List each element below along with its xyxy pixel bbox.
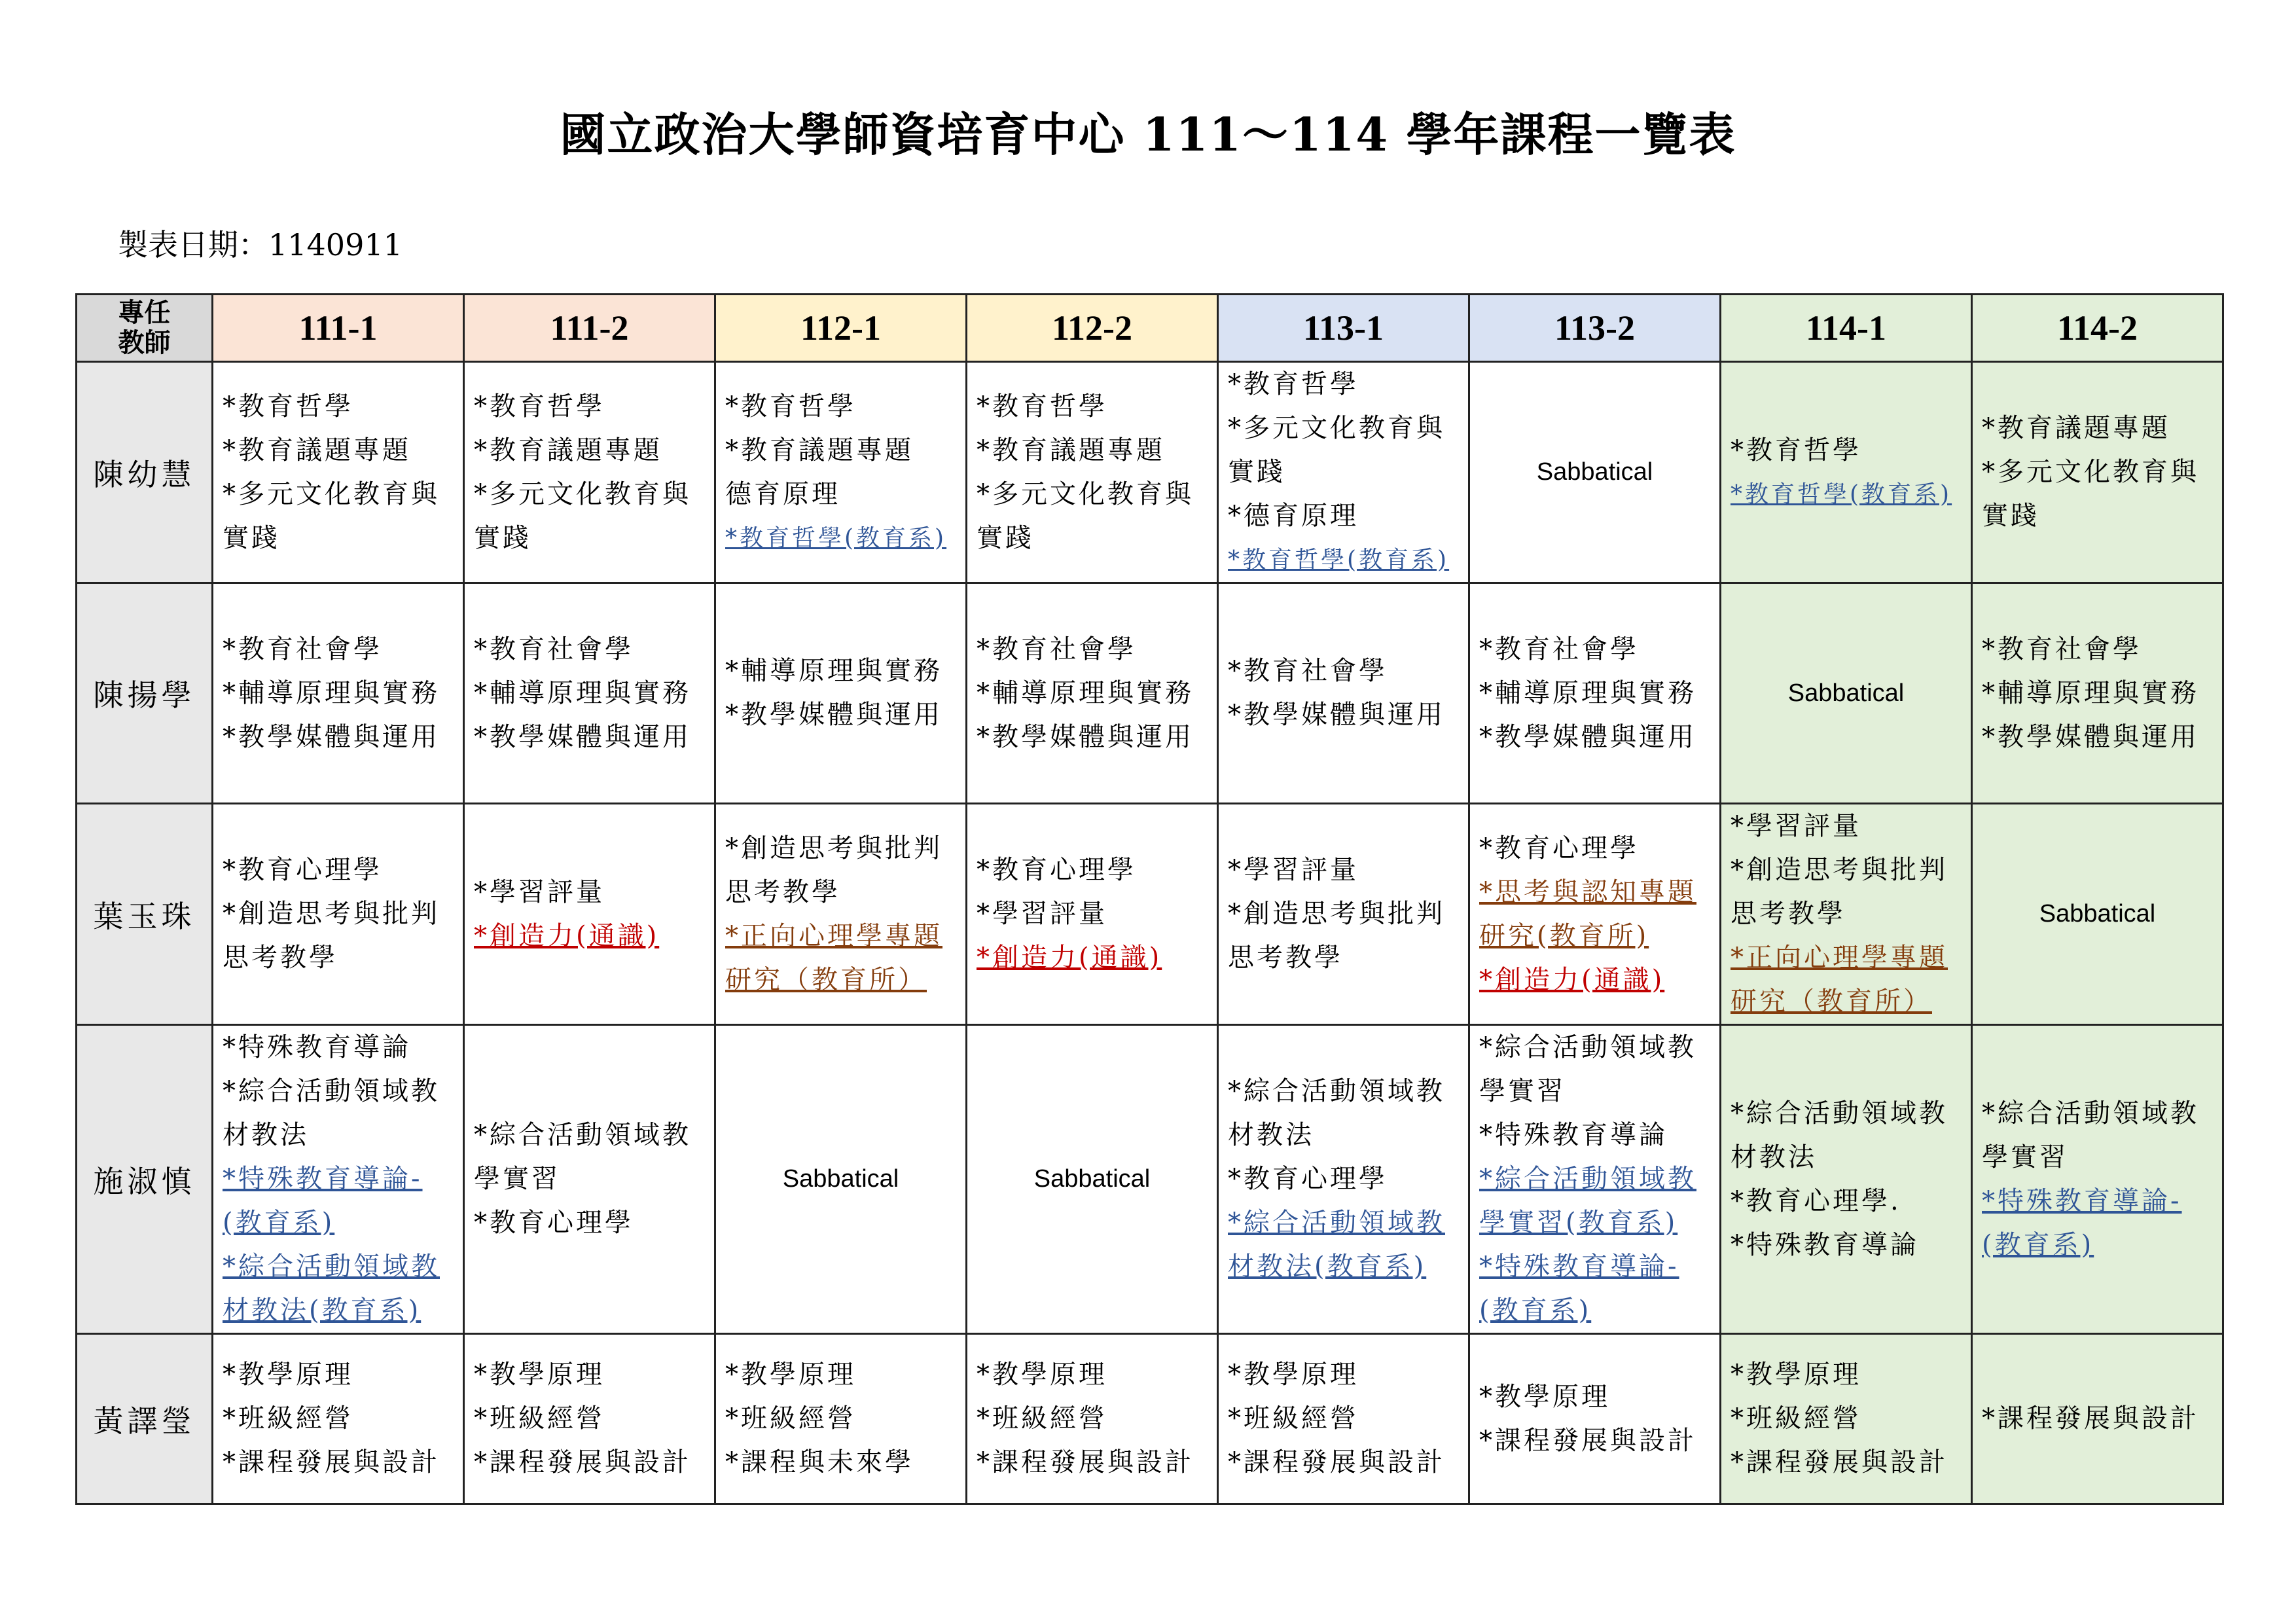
term-header-112-2: 112-2 [967,295,1218,362]
course-cell [464,362,715,583]
course-line: *教學媒體與運用 [977,721,1194,752]
course-line: *特殊教育導論 [223,1032,411,1062]
cross-listed-course-link[interactable]: *創造力(通識) [977,943,1162,973]
course-line: *教學原理 [223,1360,353,1390]
course-line: *教育心理學 [223,855,382,885]
course-line: *班級經營 [725,1403,856,1434]
course-line: *綜合活動領域教 [1982,1098,2199,1128]
course-cell [1972,583,2223,804]
course-cell [715,1025,967,1334]
course-table-body [77,362,2223,1504]
term-header-114-2: 114-2 [1972,295,2223,362]
cross-listed-course-link[interactable]: *特殊教育導論- [1982,1185,2182,1216]
course-line: *教育心理學 [474,1208,634,1238]
course-line: *教學原理 [977,1360,1107,1390]
sabbatical-label: Sabbatical [1033,1165,1151,1193]
course-cell [213,362,464,583]
course-line: 實踐 [474,522,531,553]
course-line: *特殊教育導論 [1479,1120,1668,1150]
course-line: 學實習 [1982,1142,2068,1172]
course-cell [967,583,1218,804]
course-line: *教育社會學 [977,634,1136,664]
course-line: *教學原理 [1731,1360,1861,1390]
sabbatical-label: Sabbatical [782,1165,899,1193]
cross-listed-course-link[interactable]: 研究(教育所) [1479,920,1649,951]
course-line: *教學媒體與運用 [1479,721,1696,752]
cross-listed-course-link[interactable]: *教育哲學(教育系) [725,524,947,552]
course-line: *綜合活動領域教 [1479,1032,1696,1062]
course-line: *綜合活動領域教 [223,1076,440,1106]
cross-listed-course-link[interactable]: 研究（教育所） [1731,986,1932,1017]
course-line: *輔導原理與實務 [1982,677,2199,708]
teacher-name: 陳揚學 [77,583,213,804]
cross-listed-course-link[interactable]: *創造力(通識) [474,920,660,951]
course-line: *綜合活動領域教 [1228,1076,1445,1106]
course-cell [1218,583,1469,804]
cross-listed-course-link[interactable]: *特殊教育導論- [1479,1252,1679,1282]
term-header-113-2: 113-2 [1469,295,1721,362]
course-line: *教育社會學 [223,634,382,664]
cross-listed-course-link[interactable]: *教育哲學(教育系) [1731,480,1952,508]
course-cell [1218,362,1469,583]
course-cell [715,362,967,583]
course-line: *教育哲學 [223,391,353,422]
cross-listed-course-link[interactable]: *創造力(通識) [1479,964,1665,995]
course-line: *課程發展與設計 [1228,1447,1445,1477]
course-cell [464,1025,715,1334]
course-line: *班級經營 [1731,1403,1861,1434]
course-cell [1721,583,1972,804]
course-line: *教育社會學 [1982,634,2142,664]
course-line: *教育議題專題 [474,435,662,465]
course-line: *輔導原理與實務 [223,677,440,708]
cross-listed-course-link[interactable]: (教育系) [1479,1295,1592,1326]
corner-line-1: 專任 [118,297,171,328]
cross-listed-course-link[interactable]: *特殊教育導論- [223,1164,423,1194]
course-cell [967,362,1218,583]
cross-listed-course-link[interactable]: *正向心理學專題 [1731,943,1948,973]
sabbatical-label: Sabbatical [2039,900,2156,928]
cross-listed-course-link[interactable]: *綜合活動領域教 [1228,1208,1445,1238]
course-line: *課程與未來學 [725,1447,914,1477]
cross-listed-course-link[interactable]: (教育系) [1982,1229,2094,1260]
course-line: *教育哲學 [725,391,856,422]
course-line: *教學媒體與運用 [223,721,440,752]
course-line: *多元文化教育與 [1982,457,2199,487]
term-header-114-1: 114-1 [1721,295,1972,362]
corner-line-2: 教師 [118,327,171,358]
course-cell [464,1334,715,1504]
course-cell [1218,1334,1469,1504]
cross-listed-course-link[interactable]: 材教法(教育系) [1228,1252,1427,1282]
cross-listed-course-link[interactable]: (教育系) [223,1208,335,1238]
course-line: 材教法 [1731,1142,1817,1172]
course-cell [1721,1334,1972,1504]
term-header-113-1: 113-1 [1218,295,1469,362]
term-header-111-1: 111-1 [213,295,464,362]
course-line: *課程發展與設計 [1731,1447,1948,1477]
teacher-column-header [77,295,213,362]
course-cell [715,583,967,804]
course-line: *教育心理學. [1731,1185,1901,1216]
term-header-112-1: 112-1 [715,295,967,362]
course-cell [213,583,464,804]
cross-listed-course-link[interactable]: 學實習(教育系) [1479,1208,1678,1238]
sabbatical-label: Sabbatical [1787,679,1905,707]
course-line: *教育社會學 [1228,656,1388,686]
course-line: *學習評量 [1228,855,1359,885]
course-cell [1972,804,2223,1025]
course-line: *教學原理 [1228,1360,1359,1390]
teacher-row [77,1334,2223,1504]
course-cell [1972,1025,2223,1334]
course-line: 學實習 [1479,1076,1566,1106]
course-line: 思考教學 [223,943,338,973]
course-line: *教學媒體與運用 [725,700,942,730]
course-cell [1721,362,1972,583]
course-line: *教學原理 [725,1360,856,1390]
cross-listed-course-link[interactable]: 研究（教育所） [725,964,927,995]
course-cell [464,804,715,1025]
course-line: *綜合活動領域教 [474,1120,691,1150]
teacher-name: 陳幼慧 [77,362,213,583]
course-line: *創造思考與批判 [1731,855,1948,885]
course-line: *教育心理學 [1479,833,1639,863]
course-cell [1972,362,2223,583]
course-cell [715,1334,967,1504]
course-line: *教育議題專題 [1982,413,2170,443]
course-line: *特殊教育導論 [1731,1229,1919,1260]
teacher-row [77,1025,2223,1334]
course-line: *學習評量 [474,876,605,907]
course-line: *教育心理學 [977,855,1136,885]
course-cell [213,804,464,1025]
course-cell [1469,1025,1721,1334]
course-line: *輔導原理與實務 [977,677,1194,708]
course-line: *教學媒體與運用 [1982,721,2199,752]
course-cell [213,1025,464,1334]
course-cell [715,804,967,1025]
course-cell [1218,1025,1469,1334]
course-line: *輔導原理與實務 [725,656,942,686]
course-line: *教學原理 [1479,1381,1610,1412]
course-line: 思考教學 [1228,943,1343,973]
course-cell [1721,1025,1972,1334]
course-line: *創造思考與批判 [1228,899,1445,929]
page-title: 國立政治大學師資培育中心 111～114 學年課程一覽表 [560,107,1736,162]
course-line: *班級經營 [1228,1403,1359,1434]
course-line: *創造思考與批判 [725,833,942,863]
course-line: 實踐 [977,522,1034,553]
course-line: *教育社會學 [474,634,634,664]
course-line: *課程發展與設計 [474,1447,691,1477]
teacher-row [77,362,2223,583]
course-line: *教學原理 [474,1360,605,1390]
course-line: *教育議題專題 [725,435,914,465]
course-line: *課程發展與設計 [1479,1425,1696,1456]
course-line: 思考教學 [1731,899,1846,929]
teacher-name: 黃譯瑩 [77,1334,213,1504]
course-line: *教育議題專題 [977,435,1165,465]
cross-listed-course-link[interactable]: *思考與認知專題 [1479,876,1696,907]
course-line: *班級經營 [977,1403,1107,1434]
course-line: 材教法 [1228,1120,1314,1150]
course-line: *教育哲學 [1228,369,1359,399]
course-line: *課程發展與設計 [1982,1403,2199,1434]
course-cell [967,804,1218,1025]
course-cell [967,1025,1218,1334]
course-line: 材教法 [223,1120,309,1150]
course-line: *創造思考與批判 [223,899,440,929]
cross-listed-course-link[interactable]: *正向心理學專題 [725,920,942,951]
teacher-row [77,583,2223,804]
course-line: *教育哲學 [474,391,605,422]
term-header-111-2: 111-2 [464,295,715,362]
course-line: *多元文化教育與 [223,478,440,509]
course-cell [213,1334,464,1504]
course-line: *多元文化教育與 [474,478,691,509]
sabbatical-label: Sabbatical [1536,458,1653,486]
course-line: *綜合活動領域教 [1731,1098,1948,1128]
teacher-name: 葉玉珠 [77,804,213,1025]
course-line: *教育社會學 [1479,634,1639,664]
course-line: *班級經營 [223,1403,353,1434]
course-line: *學習評量 [977,899,1107,929]
cross-listed-course-link[interactable]: *教育哲學(教育系) [1228,547,1450,573]
header-row [77,295,2223,362]
course-line: *多元文化教育與 [1228,413,1445,443]
course-line: *教學媒體與運用 [474,721,691,752]
course-line: 德育原理 [725,478,840,509]
course-line: *課程發展與設計 [977,1447,1194,1477]
course-line: 學實習 [474,1164,560,1194]
teacher-row [77,804,2223,1025]
teacher-name: 施淑慎 [77,1025,213,1334]
course-line: 實踐 [1982,501,2039,531]
course-cell [1972,1334,2223,1504]
course-line: 思考教學 [725,876,840,907]
course-line: *輔導原理與實務 [474,677,691,708]
cross-listed-course-link[interactable]: *綜合活動領域教 [1479,1164,1696,1194]
course-line: *班級經營 [474,1403,605,1434]
course-cell [1469,583,1721,804]
course-line: *教育心理學 [1228,1164,1388,1194]
course-cell [967,1334,1218,1504]
course-line: *多元文化教育與 [977,478,1194,509]
course-line: 實踐 [1228,457,1285,487]
course-cell [1469,1334,1721,1504]
course-cell [1469,804,1721,1025]
course-line: *德育原理 [1228,501,1359,531]
course-cell [1469,362,1721,583]
course-line: *教學媒體與運用 [1228,700,1445,730]
creation-date: 製表日期：1140911 [118,227,403,262]
course-cell [464,583,715,804]
cross-listed-course-link[interactable]: *綜合活動領域教 [223,1252,440,1282]
course-line: *教育哲學 [977,391,1107,422]
course-line: *學習評量 [1731,811,1861,841]
course-line: *課程發展與設計 [223,1447,440,1477]
cross-listed-course-link[interactable]: 材教法(教育系) [223,1295,422,1326]
course-cell [1218,804,1469,1025]
course-line: *教育哲學 [1731,435,1861,465]
course-line: *輔導原理與實務 [1479,677,1696,708]
course-line: 實踐 [223,522,280,553]
course-cell [1721,804,1972,1025]
course-table [75,293,2224,1505]
course-line: *教育議題專題 [223,435,411,465]
